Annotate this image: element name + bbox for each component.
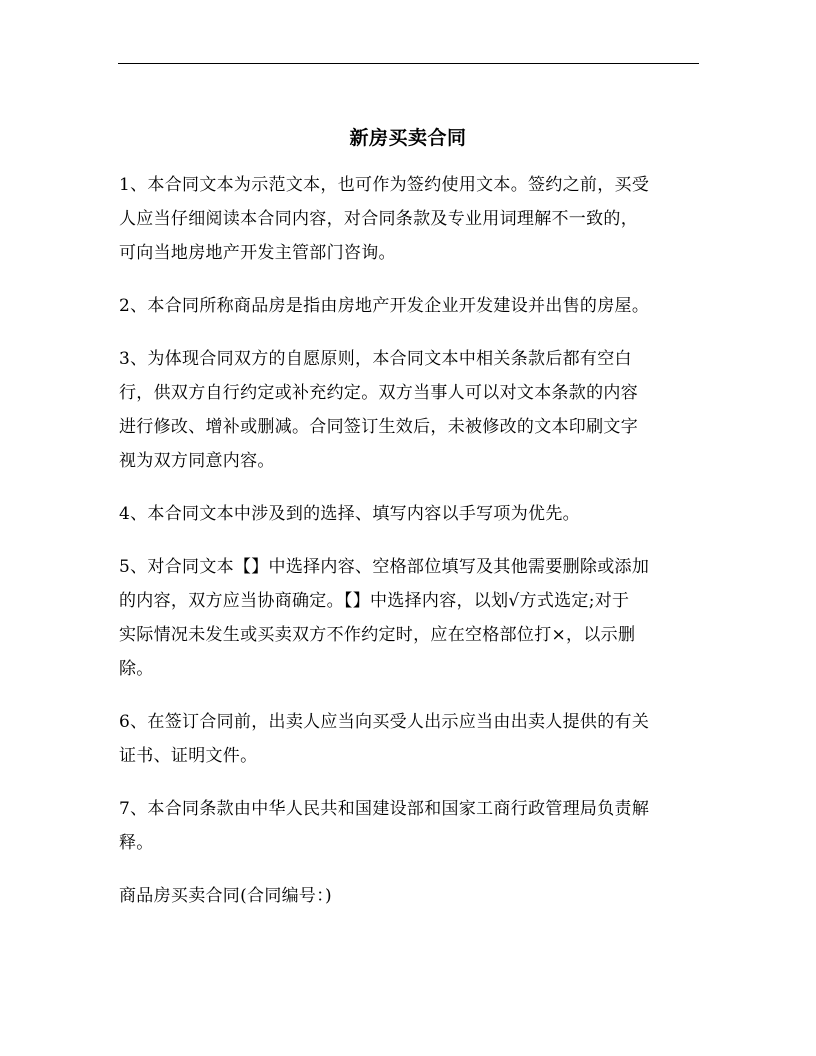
text-line: 释。 [119, 833, 154, 853]
text-line: 视为双方同意内容。 [119, 451, 275, 471]
text-line: 5、对合同文本【】中选择内容、空格部位填写及其他需要删除或添加 [119, 557, 650, 577]
text-line: 2、本合同所称商品房是指由房地产开发企业开发建设并出售的房屋。 [119, 296, 650, 316]
clause-6 [119, 705, 699, 773]
text-line: 除。 [119, 659, 154, 679]
text-line: 6、在签订合同前，出卖人应当向买受人出示应当由出卖人提供的有关 [119, 712, 650, 732]
text-line: 1、本合同文本为示范文本，也可作为签约使用文本。签约之前，买受 [119, 175, 650, 195]
text-line: 证书、证明文件。 [119, 746, 258, 766]
text-line: 进行修改、增补或删减。合同签订生效后，未被修改的文本印刷文字 [119, 417, 638, 437]
header-rule [118, 63, 699, 64]
text-line: 商品房买卖合同(合同编号：) [119, 886, 332, 906]
text-line: 7、本合同条款由中华人民共和国建设部和国家工商行政管理局负责解 [119, 799, 650, 819]
document-body [119, 168, 699, 932]
clause-2 [119, 289, 699, 323]
text-line: 人应当仔细阅读本合同内容，对合同条款及专业用词理解不一致的， [119, 209, 638, 229]
text-line: 行，供双方自行约定或补充约定。双方当事人可以对文本条款的内容 [119, 383, 638, 403]
clause-3 [119, 342, 699, 478]
text-line: 3、为体现合同双方的自愿原则，本合同文本中相关条款后都有空白 [119, 349, 632, 369]
clause-4 [119, 497, 699, 531]
clause-1 [119, 168, 699, 270]
text-line: 的内容，双方应当协商确定。【】中选择内容，以划√方式选定;对于 [119, 591, 630, 611]
text-line: 4、本合同文本中涉及到的选择、填写内容以手写项为优先。 [119, 504, 580, 524]
clause-5 [119, 550, 699, 686]
document-title: 新房买卖合同 [349, 127, 467, 149]
text-line: 可向当地房地产开发主管部门咨询。 [119, 243, 396, 263]
contract-heading-line [119, 879, 699, 913]
clause-7 [119, 792, 699, 860]
text-line: 实际情况未发生或买卖双方不作约定时，应在空格部位打×，以示删 [119, 625, 636, 645]
